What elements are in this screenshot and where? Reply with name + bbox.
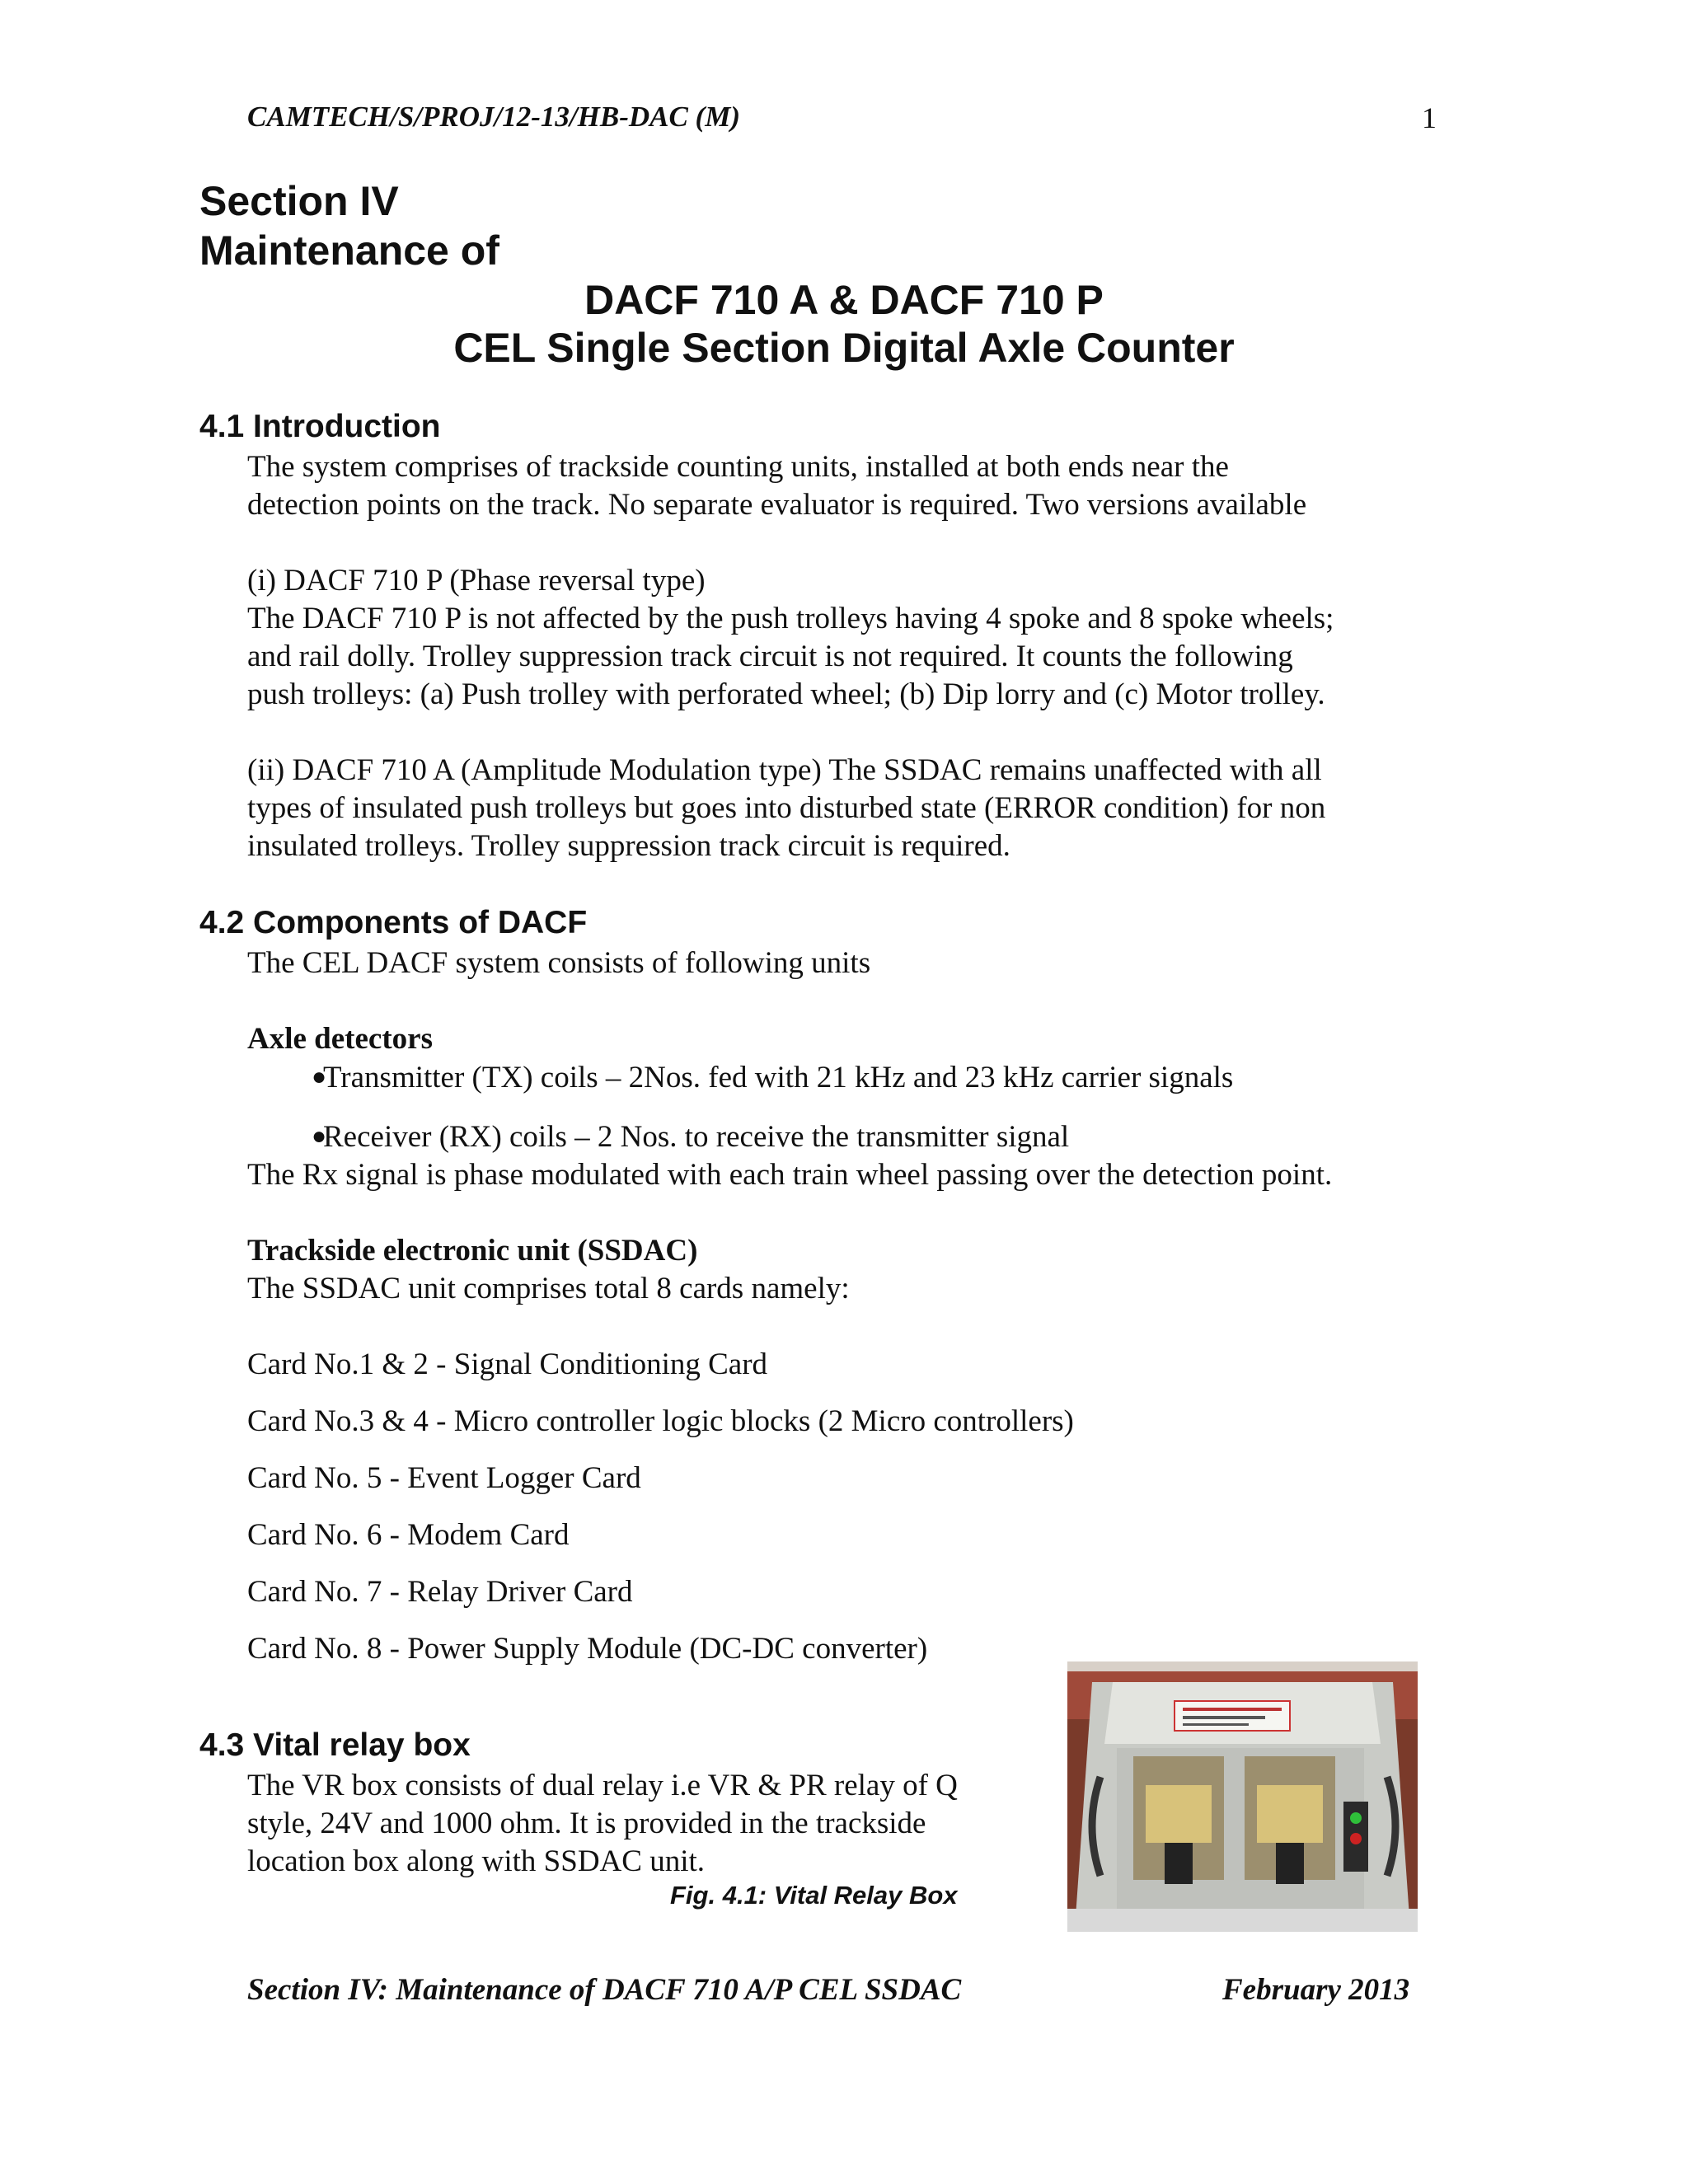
amplitude-type-text-line: types of insulated push trolleys but goes into disturbed state (ERROR condition) for non [247, 791, 1326, 825]
phase-type-text-line: push trolleys: (a) Push trolley with perforated wheel; (b) Dip lorry and (c) Motor trolley. [247, 677, 1325, 711]
subtitle: CEL Single Section Digital Axle Counter [453, 325, 1235, 371]
section-title: Section IV [199, 178, 399, 224]
amplitude-type-text-line: insulated trolleys. Trolley suppression track circuit is required. [247, 829, 1010, 863]
components-heading: 4.2 Components of DACF [199, 905, 588, 940]
vital-relay-heading: 4.3 Vital relay box [199, 1727, 471, 1763]
list-item: Transmitter (TX) coils – 2Nos. fed with 21 kHz and 23 kHz carrier signals [323, 1061, 1234, 1094]
bullet-icon: ● [312, 1122, 327, 1150]
maintenance-title: Maintenance of [199, 227, 499, 274]
intro-heading: 4.1 Introduction [199, 409, 441, 444]
rx-note: The Rx signal is phase modulated with each train wheel passing over the detection point. [247, 1158, 1333, 1192]
intro-text-line: detection points on the track. No separate evaluator is required. Two versions available [247, 488, 1307, 522]
footer-date: February 2013 [1222, 1973, 1410, 2007]
ssdac-intro: The SSDAC unit comprises total 8 cards namely: [247, 1272, 850, 1305]
card-item: Card No. 8 - Power Supply Module (DC-DC converter) [247, 1632, 928, 1666]
axle-detectors-heading: Axle detectors [247, 1022, 433, 1056]
vital-relay-text-line: The VR box consists of dual relay i.e VR & PR relay of Q [247, 1769, 958, 1802]
figure-caption: Fig. 4.1: Vital Relay Box [670, 1881, 958, 1910]
vital-relay-text-line: style, 24V and 1000 ohm. It is provided in the trackside [247, 1807, 926, 1840]
page-number: 1 [1422, 101, 1437, 134]
intro-text-line: The system comprises of trackside counting units, installed at both ends near the [247, 450, 1229, 484]
phase-type-title: (i) DACF 710 P (Phase reversal type) [247, 564, 706, 598]
card-item: Card No.1 & 2 - Signal Conditioning Card [247, 1347, 768, 1381]
phase-type-text-line: The DACF 710 P is not affected by the push trolleys having 4 spoke and 8 spoke wheels; [247, 602, 1334, 635]
document-reference: CAMTECH/S/PROJ/12-13/HB-DAC (M) [247, 101, 740, 133]
amplitude-type-text-line: (ii) DACF 710 A (Amplitude Modulation type) The SSDAC remains unaffected with all [247, 753, 1322, 787]
vital-relay-box-photo [1067, 1661, 1418, 1932]
card-item: Card No. 7 - Relay Driver Card [247, 1575, 633, 1609]
model-title: DACF 710 A & DACF 710 P [584, 277, 1104, 323]
card-item: Card No. 5 - Event Logger Card [247, 1461, 641, 1495]
card-item: Card No.3 & 4 - Micro controller logic blocks (2 Micro controllers) [247, 1404, 1074, 1438]
ssdac-heading: Trackside electronic unit (SSDAC) [247, 1234, 698, 1268]
footer-section: Section IV: Maintenance of DACF 710 A/P CEL SSDAC [247, 1973, 962, 2007]
bullet-icon: ● [312, 1063, 327, 1090]
list-item: Receiver (RX) coils – 2 Nos. to receive the transmitter signal [323, 1120, 1070, 1154]
components-intro: The CEL DACF system consists of following units [247, 946, 871, 980]
vital-relay-text-line: location box along with SSDAC unit. [247, 1844, 705, 1878]
card-item: Card No. 6 - Modem Card [247, 1518, 570, 1552]
phase-type-text-line: and rail dolly. Trolley suppression track circuit is not required. It counts the following [247, 640, 1293, 673]
